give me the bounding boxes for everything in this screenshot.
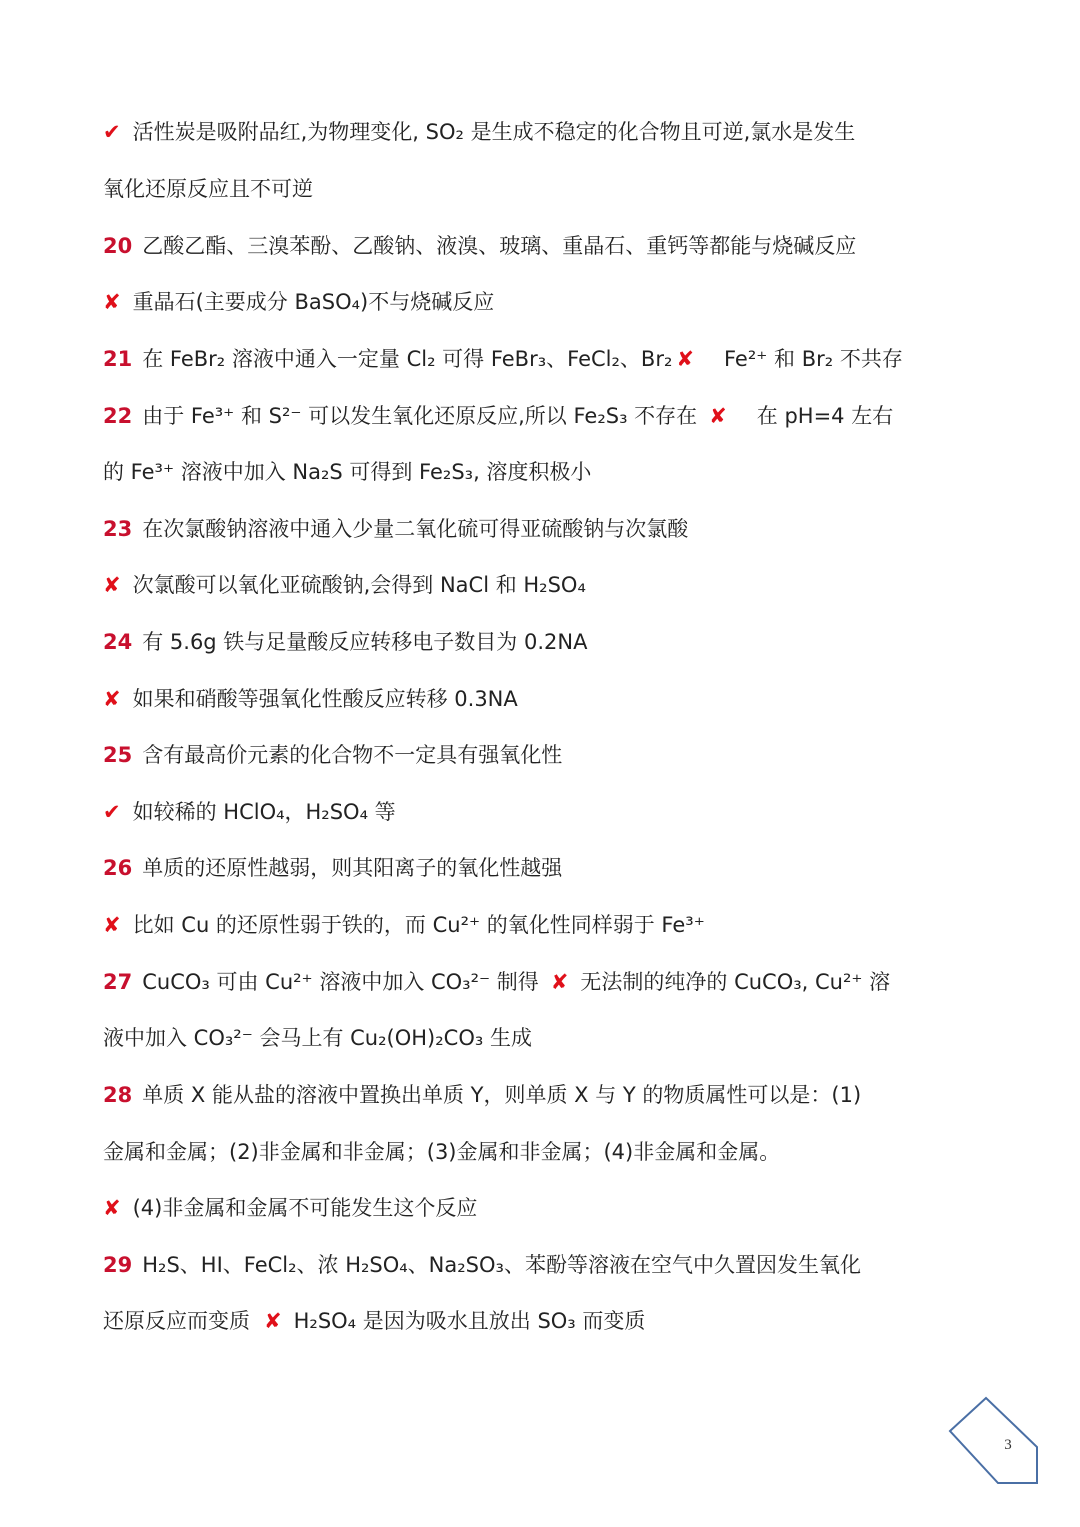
- answer-text: (4)非金属和金属不可能发生这个反应: [132, 1196, 478, 1220]
- question-text: 有 5.6g 铁与足量酸反应转移电子数目为 0.2NA: [142, 630, 588, 654]
- line-22: [103, 1306, 1003, 1336]
- answer-text: 无法制的纯净的 CuCO₃, Cu²⁺ 溶: [580, 970, 891, 994]
- line-text: 还原反应而变质: [103, 1309, 250, 1333]
- line-text: 的 Fe³⁺ 溶液中加入 Na₂S 可得到 Fe₂S₃, 溶度积极小: [103, 460, 592, 484]
- question-23: [103, 514, 1003, 544]
- question-26: [103, 853, 1003, 883]
- check-mark-icon: ✔: [103, 800, 121, 824]
- line-7: [103, 457, 1003, 487]
- question-number: 29: [103, 1253, 133, 1277]
- answer-28: [103, 1193, 1003, 1223]
- answer-text: H₂SO₄ 是因为吸水且放出 SO₃ 而变质: [293, 1309, 646, 1333]
- cross-mark-icon: ✘: [264, 1309, 282, 1333]
- line-text: 氧化还原反应且不可逆: [103, 177, 313, 201]
- cross-mark-icon: ✘: [103, 573, 121, 597]
- cross-mark-icon: ✘: [550, 970, 569, 994]
- cross-mark-icon: ✘: [676, 347, 694, 371]
- line-text: 活性炭是吸附品红,为物理变化, SO₂ 是生成不稳定的化合物且可逆,氯水是发生: [132, 120, 856, 144]
- answer-26: [103, 910, 1003, 940]
- question-number: 21: [103, 347, 133, 371]
- question-29: [103, 1250, 1003, 1280]
- question-number: 23: [103, 517, 133, 541]
- cross-mark-icon: ✘: [103, 1196, 121, 1220]
- question-text: 含有最高价元素的化合物不一定具有强氧化性: [142, 743, 563, 767]
- question-24: [103, 627, 1003, 657]
- answer-text: Fe²⁺ 和 Br₂ 不共存: [723, 347, 903, 371]
- line-17: [103, 1023, 1003, 1053]
- line-text: 液中加入 CO₃²⁻ 会马上有 Cu₂(OH)₂CO₃ 生成: [103, 1026, 532, 1050]
- question-number: 25: [103, 743, 133, 767]
- question-number: 20: [103, 234, 133, 258]
- question-text: CuCO₃ 可由 Cu²⁺ 溶液中加入 CO₃²⁻ 制得: [142, 970, 539, 994]
- question-number: 27: [103, 970, 133, 994]
- answer-text: 次氯酸可以氧化亚硫酸钠,会得到 NaCl 和 H₂SO₄: [132, 573, 586, 597]
- question-number: 22: [103, 404, 133, 428]
- answer-text: 如果和硝酸等强氧化性酸反应转移 0.3NA: [132, 687, 518, 711]
- question-text: 在 FeBr₂ 溶液中通入一定量 Cl₂ 可得 FeBr₃、FeCl₂、Br₂: [142, 347, 673, 371]
- cross-mark-icon: ✘: [103, 290, 121, 314]
- question-text: 乙酸乙酯、三溴苯酚、乙酸钠、液溴、玻璃、重晶石、重钙等都能与烧碱反应: [142, 234, 857, 258]
- question-22: [103, 401, 1003, 431]
- answer-24: [103, 684, 1003, 714]
- question-21: [103, 344, 1003, 374]
- answer-25: [103, 797, 1003, 827]
- answer-text: 如较稀的 HClO₄，H₂SO₄ 等: [132, 800, 396, 824]
- question-25: [103, 740, 1003, 770]
- answer-20: [103, 287, 1003, 317]
- cross-mark-icon: ✘: [103, 913, 121, 937]
- question-text: 单质的还原性越弱，则其阳离子的氧化性越强: [142, 856, 563, 880]
- line-2: [103, 174, 1003, 204]
- line-1: [103, 117, 1003, 147]
- question-number: 26: [103, 856, 133, 880]
- question-number: 24: [103, 630, 133, 654]
- answer-23: [103, 570, 1003, 600]
- answer-text: 在 pH=4 左右: [756, 404, 894, 428]
- question-20: [103, 231, 1003, 261]
- question-27: [103, 967, 1003, 997]
- question-text: 单质 X 能从盐的溶液中置换出单质 Y，则单质 X 与 Y 的物质属性可以是：(1): [142, 1083, 862, 1107]
- line-19: [103, 1137, 1003, 1167]
- cross-mark-icon: ✘: [709, 404, 727, 428]
- check-mark-icon: ✔: [103, 120, 121, 144]
- question-text: H₂S、HI、FeCl₂、浓 H₂SO₄、Na₂SO₃、苯酚等溶液在空气中久置因发生氧化: [142, 1253, 861, 1277]
- question-number: 28: [103, 1083, 133, 1107]
- question-text: 由于 Fe³⁺ 和 S²⁻ 可以发生氧化还原反应,所以 Fe₂S₃ 不存在: [142, 404, 698, 428]
- answer-text: 比如 Cu 的还原性弱于铁的，而 Cu²⁺ 的氧化性同样弱于 Fe³⁺: [132, 913, 705, 937]
- page-number-badge: [948, 1395, 1040, 1487]
- question-28: [103, 1080, 1003, 1110]
- cross-mark-icon: ✘: [103, 687, 121, 711]
- line-text: 金属和金属；(2)非金属和非金属；(3)金属和非金属；(4)非金属和金属。: [103, 1140, 781, 1164]
- page-number: 3: [1004, 1437, 1012, 1453]
- question-text: 在次氯酸钠溶液中通入少量二氧化硫可得亚硫酸钠与次氯酸: [142, 517, 689, 541]
- answer-text: 重晶石(主要成分 BaSO₄)不与烧碱反应: [132, 290, 495, 314]
